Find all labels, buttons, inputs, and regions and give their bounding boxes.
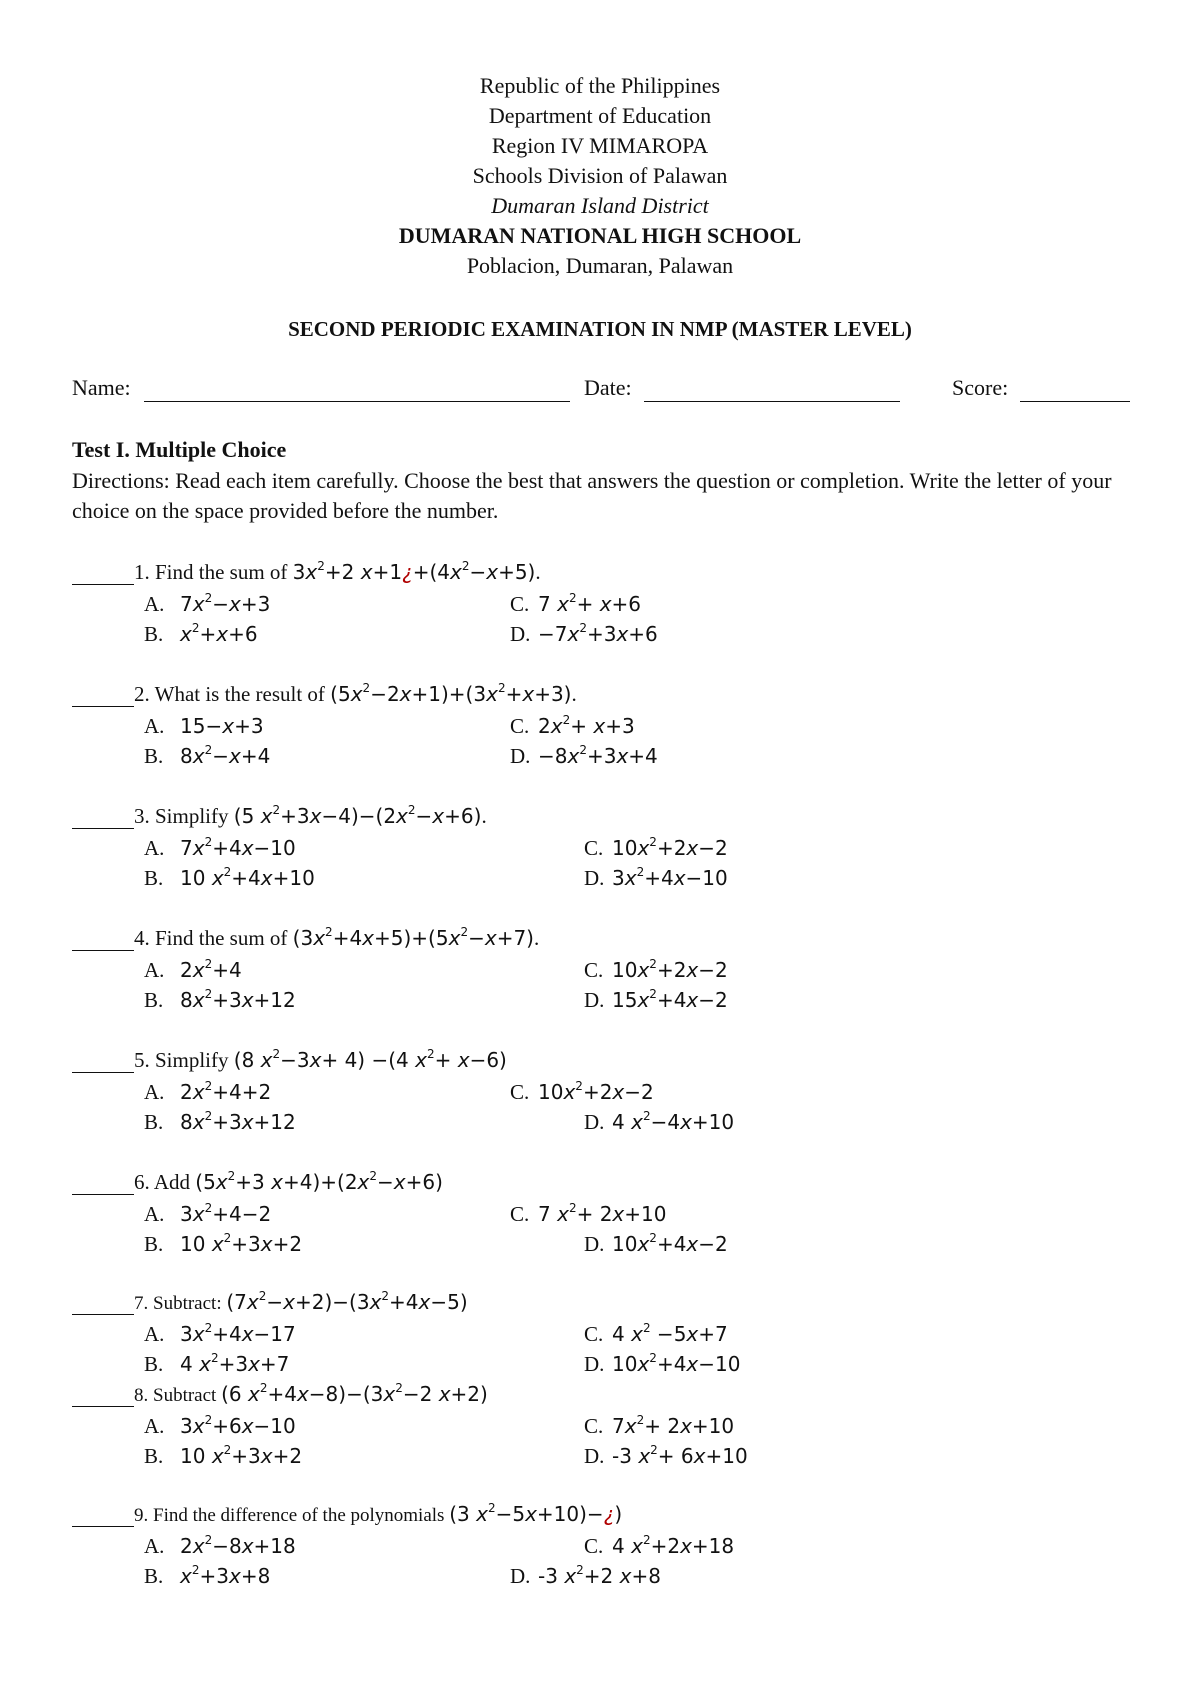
score-field-line[interactable] (1020, 401, 1130, 402)
option-a[interactable]: A. $7x^2-x+3$ (144, 591, 271, 616)
option-a[interactable]: A. $2x^2+4+2$ (144, 1079, 272, 1104)
answer-blank[interactable] (72, 706, 134, 707)
answer-blank[interactable] (72, 1526, 134, 1527)
option-d[interactable]: D. -3 $x^2+ 6x+10$ (584, 1443, 748, 1468)
option-b[interactable]: B. 4 $x^2+3x+7$ (144, 1351, 290, 1376)
question-1 (72, 560, 1132, 650)
question-9 (72, 1502, 1132, 1592)
option-c[interactable]: C. $10x^2+2x-2$ (584, 835, 728, 860)
answer-blank[interactable] (72, 828, 134, 829)
name-label: Name: (72, 375, 131, 400)
school-name: DUMARAN NATIONAL HIGH SCHOOL (398, 223, 802, 248)
option-c[interactable]: C. $7x^2+ 2x+10$ (584, 1413, 735, 1438)
option-d[interactable]: D. -3 $x^2+2$ x+8 (510, 1563, 661, 1588)
name-field-line[interactable] (144, 401, 570, 402)
option-c[interactable]: C. 4 $x^2+2x+18$ (584, 1533, 735, 1558)
answer-blank[interactable] (72, 1194, 134, 1195)
option-b[interactable]: B. $8x^2+3x+12$ (144, 1109, 296, 1134)
option-b[interactable]: B. 10 $x^2+3x+2$ (144, 1443, 303, 1468)
option-b[interactable]: B. $8x^2-x+4$ (144, 743, 271, 768)
option-d[interactable]: D. $15x^2+4x-2$ (584, 987, 728, 1012)
option-b[interactable]: B. 10 $x^2+4x+10$ (144, 865, 315, 890)
question-5 (72, 1048, 1132, 1138)
question-stem: 1. Find the sum of $3x^2+2$ $x+1¿+(4x^2-x+5)$. (134, 559, 541, 584)
header-department: Department of Education (488, 103, 712, 128)
option-a[interactable]: A. $2x^2+4$ (144, 957, 242, 982)
option-d[interactable]: D. $-8x^2+3x+4$ (510, 743, 658, 768)
question-stem: 7. Subtract: $(7x^2-x+2)-(3x^2+4x-5)$ (134, 1289, 468, 1314)
question-7 (72, 1290, 1132, 1380)
question-6 (72, 1170, 1132, 1260)
answer-blank[interactable] (72, 1406, 134, 1407)
option-b[interactable]: B. $x^2+3x+8$ (144, 1563, 271, 1588)
option-d[interactable]: D. $10x^2+4x-10$ (584, 1351, 741, 1376)
student-info-row (72, 375, 1128, 405)
option-a[interactable]: A. $3x^2+4x-17$ (144, 1321, 296, 1346)
question-stem: 8. Subtract (6 $x^2+4x-8)-(3x^2-2$ x+2) (134, 1381, 488, 1406)
option-c[interactable]: C. 7 $x^2+ x+6$ (510, 591, 642, 616)
option-a[interactable]: A. $2x^2-8x+18$ (144, 1533, 296, 1558)
option-c[interactable]: C. $2x^2+ x+3$ (510, 713, 635, 738)
school-header (0, 71, 1200, 281)
header-republic: Republic of the Philippines (479, 73, 721, 98)
question-3 (72, 804, 1132, 894)
option-a[interactable]: A. $3x^2+4-2$ (144, 1201, 272, 1226)
answer-blank[interactable] (72, 950, 134, 951)
option-c[interactable]: C. 4 $x^2 -5x+7$ (584, 1321, 728, 1346)
option-d[interactable]: D. 4 $x^2-4x+10$ (584, 1109, 735, 1134)
option-a[interactable]: A. $3x^2+6x-10$ (144, 1413, 296, 1438)
header-division: Schools Division of Palawan (472, 163, 728, 188)
option-b[interactable]: B. $8x^2+3x+12$ (144, 987, 296, 1012)
question-stem: 4. Find the sum of $(3x^2+4x+5)+(5x^2-x+7)$. (134, 925, 540, 950)
option-b[interactable]: B. 10 $x^2+3x+2$ (144, 1231, 303, 1256)
test-directions: Directions: Read each item carefully. Choose the best that answers the question or completion. Write the letter of your choice on the space provided before the number. (72, 468, 1112, 523)
exam-title: SECOND PERIODIC EXAMINATION IN NMP (MASTER LEVEL) (288, 317, 912, 341)
question-stem: 5. Simplify (8 $x^2-3x+ 4) -(4$ $x^2+ x-6$) (134, 1047, 507, 1072)
option-d[interactable]: D. $10x^2+4x-2$ (584, 1231, 728, 1256)
option-c[interactable]: C. $10x^2+2x-2$ (510, 1079, 654, 1104)
option-b[interactable]: B. $x^2+x+6$ (144, 621, 258, 646)
test-title: Test I. Multiple Choice (72, 437, 287, 462)
option-a[interactable]: A. 15−x+3 (144, 714, 264, 738)
answer-blank[interactable] (72, 1314, 134, 1315)
option-c[interactable]: C. 7 $x^2+ 2x+10$ (510, 1201, 667, 1226)
option-d[interactable]: D. $3x^2+4x-10$ (584, 865, 728, 890)
date-label: Date: (584, 375, 632, 400)
header-region: Region IV MIMAROPA (491, 133, 709, 158)
option-a[interactable]: A. $7x^2+4x-10$ (144, 835, 296, 860)
option-d[interactable]: D. $-7x^2+3x+6$ (510, 621, 658, 646)
question-stem: 6. Add ($5x^2+3$ $x+4)+(2x^2-x+6)$ (134, 1169, 443, 1194)
question-4 (72, 926, 1132, 1016)
option-c[interactable]: C. $10x^2+2x-2$ (584, 957, 728, 982)
question-stem: 2. What is the result of $(5x^2-2x+1)+(3x^2+x+3)$. (134, 681, 577, 706)
question-stem: 3. Simplify (5 $x^2+3x-4)-(2x^2-x+6)$. (134, 803, 487, 828)
header-district: Dumaran Island District (491, 193, 709, 218)
question-2 (72, 682, 1132, 772)
school-address: Poblacion, Dumaran, Palawan (466, 253, 734, 278)
question-8 (72, 1382, 1132, 1472)
score-label: Score: (952, 375, 1009, 400)
answer-blank[interactable] (72, 1072, 134, 1073)
answer-blank[interactable] (72, 584, 134, 585)
date-field-line[interactable] (644, 401, 900, 402)
question-stem: 9. Find the difference of the polynomials (3 $x^2-5x+10)-¿$) (134, 1501, 623, 1526)
